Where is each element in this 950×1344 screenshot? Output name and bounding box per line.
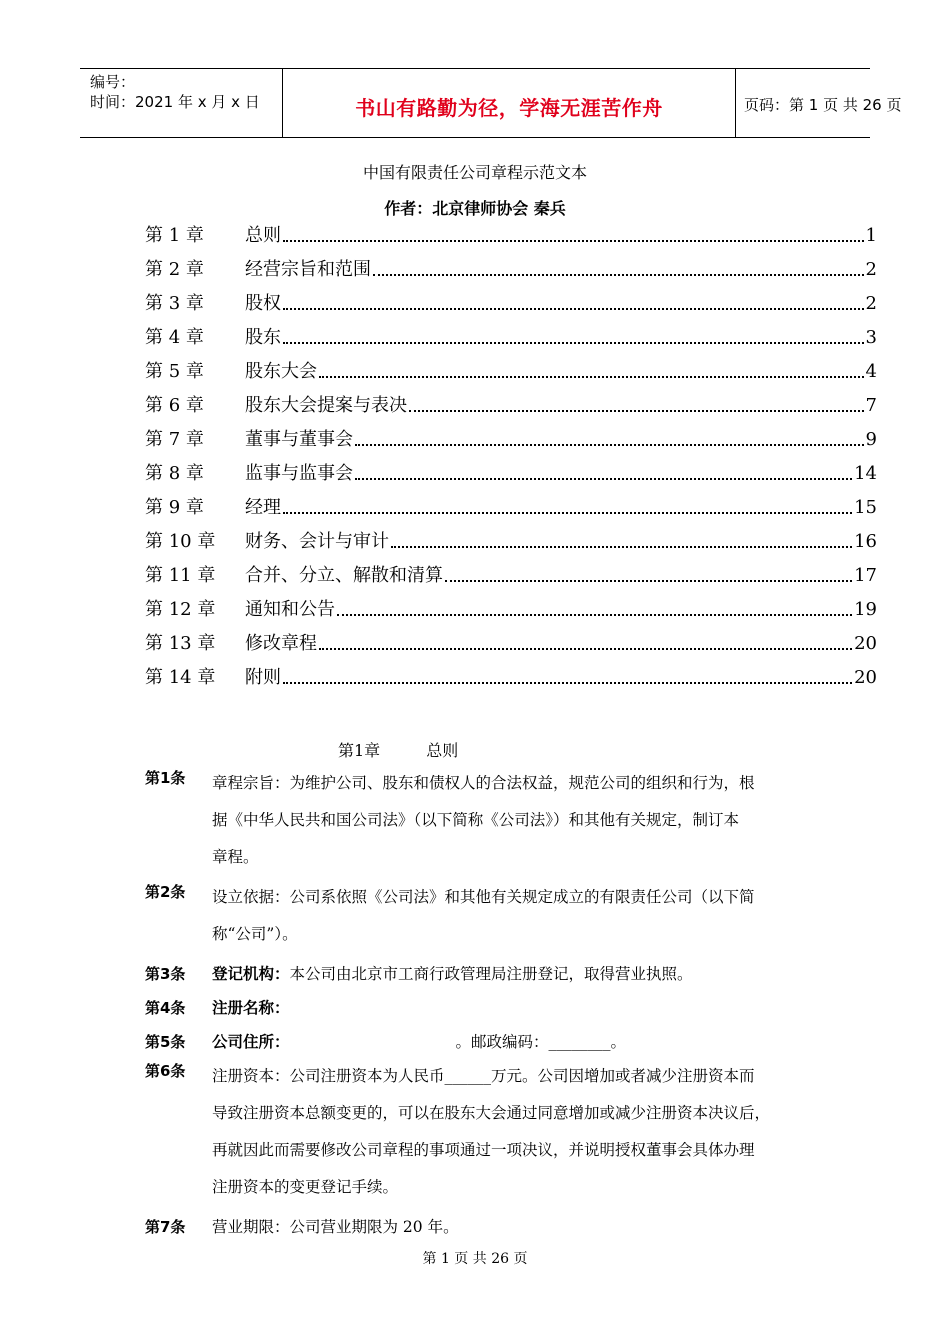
article-4 (145, 995, 815, 1021)
article-body (212, 1214, 815, 1240)
toc-leader-dots (283, 324, 864, 344)
toc-page-number: 15 (854, 497, 877, 518)
chapter-heading (338, 738, 458, 761)
toc-leader-dots (409, 392, 864, 412)
toc-page-number: 7 (865, 395, 877, 416)
table-of-contents (145, 222, 877, 698)
toc-chapter-number: 第 1 章 (145, 225, 204, 246)
toc-entry[interactable] (145, 358, 877, 392)
article-body (212, 961, 815, 987)
toc-chapter-number: 第 9 章 (145, 497, 204, 518)
toc-leader-dots (373, 256, 864, 276)
toc-entry[interactable] (145, 392, 877, 426)
toc-page-number: 17 (854, 565, 877, 586)
toc-line (245, 562, 877, 590)
header-page-cell (734, 69, 902, 137)
toc-chapter-title: 修改章程 (245, 633, 317, 654)
toc-chapter-number: 第 10 章 (145, 531, 216, 552)
article-number: 第6条 (145, 1062, 186, 1080)
toc-line (245, 256, 877, 284)
article-number: 第3条 (145, 965, 186, 983)
toc-line (245, 528, 877, 556)
header-meta-cell (80, 69, 282, 137)
toc-chapter-title: 总则 (245, 225, 281, 246)
article-text: 本公司由北京市工商行政管理局注册登记，取得营业执照。 (289, 965, 693, 983)
toc-leader-dots (319, 358, 864, 378)
toc-entry[interactable] (145, 494, 877, 528)
article-text: 。邮政编码：________。 (455, 1033, 627, 1051)
chapter-title: 总则 (426, 741, 459, 760)
toc-chapter-number: 第 3 章 (145, 293, 204, 314)
article-label: 登记机构： (212, 965, 290, 983)
toc-chapter-number: 第 8 章 (145, 463, 204, 484)
article-line: 再就因此而需要修改公司章程的事项通过一项决议，并说明授权董事会具体办理 (212, 1141, 755, 1159)
toc-line (245, 392, 877, 420)
toc-entry[interactable] (145, 426, 877, 460)
article-3 (145, 961, 815, 987)
header-page-info: 页码：第 1 页 共 26 页 (744, 96, 902, 114)
article-number: 第2条 (145, 883, 186, 901)
toc-leader-dots (283, 494, 852, 514)
article-body (212, 765, 815, 876)
article-line: 章程。 (212, 848, 259, 866)
article-line: 称“公司”）。 (212, 925, 298, 943)
toc-line (245, 494, 877, 522)
toc-entry[interactable] (145, 596, 877, 630)
article-label: 注册名称： (212, 999, 290, 1017)
toc-chapter-title: 股东 (245, 327, 281, 348)
article-1 (145, 765, 815, 876)
toc-line (245, 664, 877, 692)
toc-chapter-title: 董事与董事会 (245, 429, 353, 450)
toc-chapter-title: 股东大会 (245, 361, 317, 382)
document-time-label: 时间：2021 年 x 月 x 日 (90, 93, 260, 111)
article-line: 章程宗旨：为维护公司、股东和债权人的合法权益，规范公司的组织和行为，根 (212, 774, 755, 792)
toc-chapter-number: 第 5 章 (145, 361, 204, 382)
toc-chapter-number: 第 4 章 (145, 327, 204, 348)
toc-line (245, 290, 877, 318)
toc-line (245, 460, 877, 488)
document-title: 中国有限责任公司章程示范文本 (362, 163, 587, 182)
toc-leader-dots (283, 290, 864, 310)
article-body (212, 1058, 815, 1206)
document-author: 作者：北京律师协会 秦兵 (384, 199, 566, 218)
toc-entry[interactable] (145, 630, 877, 664)
article-number: 第1条 (145, 769, 186, 787)
toc-chapter-title: 股东大会提案与表决 (245, 395, 407, 416)
toc-chapter-number: 第 14 章 (145, 667, 216, 688)
toc-line (245, 596, 877, 624)
toc-leader-dots (283, 222, 864, 242)
article-line: 注册资本：公司注册资本为人民币______万元。公司因增加或者减少注册资本而 (212, 1067, 755, 1085)
toc-entry[interactable] (145, 460, 877, 494)
article-line: 导致注册资本总额变更的，可以在股东大会通过同意增加或减少注册资本决议后， (212, 1104, 771, 1122)
toc-chapter-title: 附则 (245, 667, 281, 688)
article-line: 据《中华人民共和国公司法》（以下简称《公司法》）和其他有关规定，制订本 (212, 811, 740, 829)
toc-leader-dots (337, 596, 852, 616)
toc-entry[interactable] (145, 256, 877, 290)
article-7 (145, 1214, 815, 1240)
article-text: 营业期限：公司营业期限为 20 年。 (212, 1218, 459, 1236)
toc-leader-dots (355, 460, 852, 480)
toc-chapter-title: 股权 (245, 293, 281, 314)
toc-page-number: 1 (865, 225, 877, 246)
article-number: 第7条 (145, 1218, 186, 1236)
toc-chapter-title: 合并、分立、解散和清算 (245, 565, 443, 586)
article-6 (145, 1058, 815, 1206)
article-line: 注册资本的变更登记手续。 (212, 1178, 399, 1196)
toc-page-number: 19 (854, 599, 877, 620)
toc-entry[interactable] (145, 562, 877, 596)
toc-chapter-number: 第 7 章 (145, 429, 204, 450)
toc-entry[interactable] (145, 222, 877, 256)
toc-entry[interactable] (145, 528, 877, 562)
article-label: 公司住所： (212, 1033, 290, 1051)
toc-page-number: 9 (865, 429, 877, 450)
toc-page-number: 20 (854, 633, 877, 654)
article-body (212, 879, 815, 953)
header-motto: 书山有路勤为径，学海无涯苦作舟 (355, 96, 663, 120)
toc-line (245, 358, 877, 386)
toc-leader-dots (319, 630, 852, 650)
article-body (212, 995, 815, 1021)
toc-page-number: 3 (865, 327, 877, 348)
toc-chapter-title: 财务、会计与审计 (245, 531, 389, 552)
toc-page-number: 20 (854, 667, 877, 688)
page-header (80, 68, 902, 138)
toc-entry[interactable] (145, 664, 877, 698)
article-number: 第5条 (145, 1033, 186, 1051)
toc-entry[interactable] (145, 324, 877, 358)
header-motto-cell (282, 69, 736, 137)
article-number: 第4条 (145, 999, 186, 1017)
article-line: 设立依据：公司系依照《公司法》和其他有关规定成立的有限责任公司（以下简 (212, 888, 755, 906)
toc-chapter-number: 第 6 章 (145, 395, 204, 416)
article-2 (145, 879, 815, 953)
toc-chapter-number: 第 13 章 (145, 633, 216, 654)
toc-chapter-title: 经理 (245, 497, 281, 518)
articles (145, 770, 815, 1248)
toc-page-number: 14 (854, 463, 877, 484)
toc-chapter-number: 第 11 章 (145, 565, 216, 586)
article-body (212, 1029, 815, 1055)
toc-line (245, 630, 877, 658)
article-5 (145, 1029, 815, 1055)
toc-leader-dots (283, 664, 852, 684)
page-footer: 第 1 页 共 26 页 (422, 1251, 528, 1267)
toc-page-number: 2 (865, 259, 877, 280)
toc-chapter-title: 监事与监事会 (245, 463, 353, 484)
toc-line (245, 324, 877, 352)
toc-line (245, 222, 877, 250)
toc-chapter-title: 通知和公告 (245, 599, 335, 620)
toc-chapter-title: 经营宗旨和范围 (245, 259, 371, 280)
toc-page-number: 2 (865, 293, 877, 314)
toc-entry[interactable] (145, 290, 877, 324)
toc-chapter-number: 第 2 章 (145, 259, 204, 280)
toc-page-number: 4 (865, 361, 877, 382)
chapter-number: 第1章 (338, 741, 381, 760)
toc-line (245, 426, 877, 454)
toc-chapter-number: 第 12 章 (145, 599, 216, 620)
toc-leader-dots (391, 528, 852, 548)
document-number-label: 编号： (90, 73, 136, 91)
toc-page-number: 16 (854, 531, 877, 552)
toc-leader-dots (445, 562, 852, 582)
toc-leader-dots (355, 426, 864, 446)
